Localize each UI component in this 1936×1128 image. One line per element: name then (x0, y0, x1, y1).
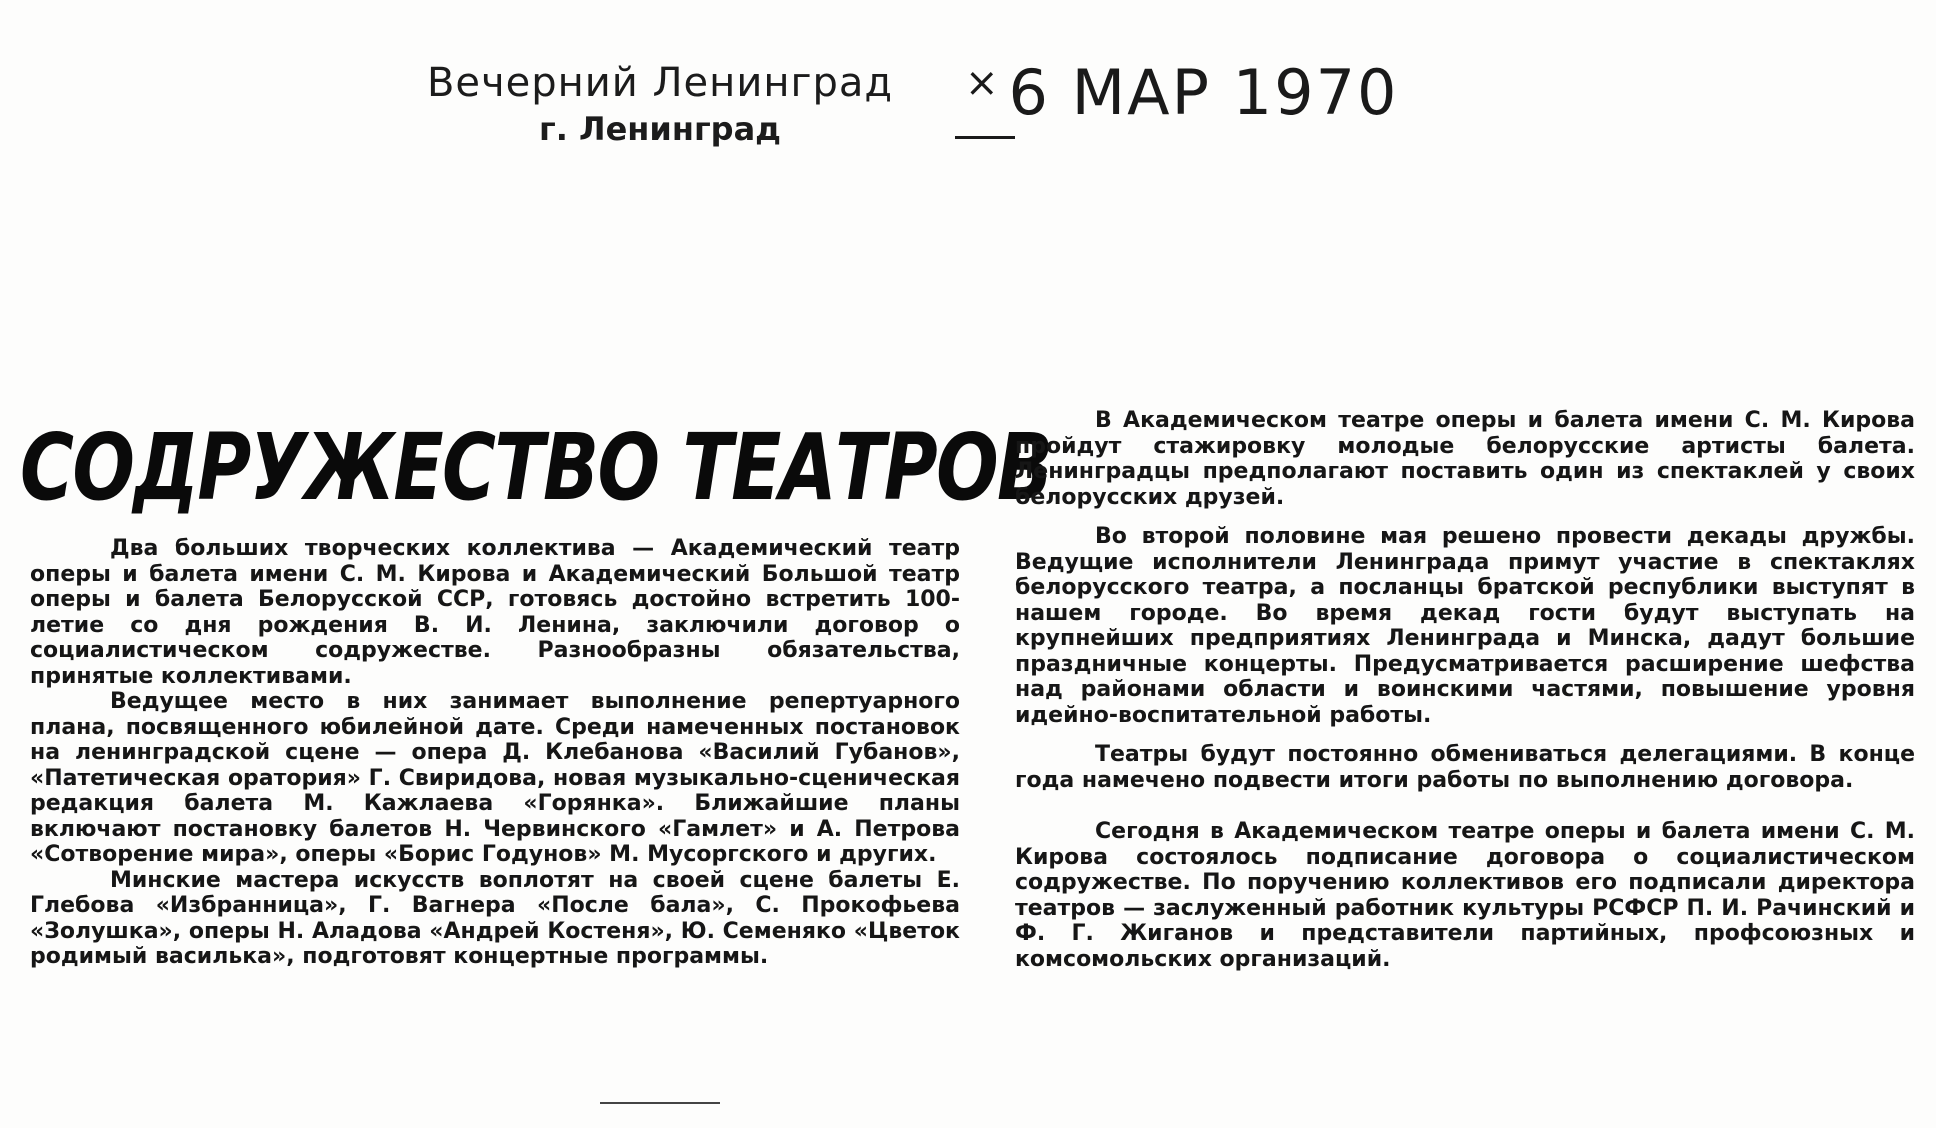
paragraph: В Академическом театре оперы и балета имени С. М. Кирова пройдут стажировку молодые белорусские артисты балета. Ленинградцы предполагают поставить один из спектаклей у своих белорусских друзей. (1015, 408, 1915, 510)
paragraph: Минские мастера искусств воплотят на своей сцене балеты Е. Глебова «Избранница», Г. Вагнера «После бала», С. Прокофьева «Золушка», оперы Н. Аладова «Андрей Костеня», Ю. Семеняко «Цветок родимый василька», подготовят концертные программы. (30, 867, 960, 969)
divider (600, 1102, 720, 1104)
article-headline: СОДРУЖЕСТВО ТЕАТРОВ (20, 414, 1052, 521)
date-underline (955, 136, 1015, 139)
article-column-left (30, 536, 960, 970)
paragraph: Два больших творческих коллектива — Академический театр оперы и балета имени С. М. Кирова и Академический Большой театр оперы и балета Белорусской ССР, готовясь достойно встретить 100-летие со дня рождения В. И. Ленина, заключили договор о социалистическом содружестве. Разнообразны обязательства, принятые коллективами. (30, 536, 960, 689)
paragraph: Сегодня в Академическом театре оперы и балета имени С. М. Кирова состоялось подписание договора о социалистическом содружестве. По поручению коллективов его подписали директора театров — заслуженный работник культуры РСФСР П. И. Рачинский и Ф. Г. Жиганов и представители партийных, профсоюзных и комсомольских организаций. (1015, 819, 1915, 972)
date-stamp-text: 6 МАР 1970 (1008, 56, 1399, 129)
article-column-right (1015, 408, 1915, 972)
paragraph: Ведущее место в них занимает выполнение репертуарного плана, посвященного юбилейной дате. Среди намеченных постановок на ленинградской сцене — опера Д. Клебанова «Василий Губанов», «Патетическая оратория» Г. Свиридова, новая музыкально-сценическая редакция балета М. Кажлаева «Горянка». Ближайшие планы включают постановку балетов Н. Червинского «Гамлет» и А. Петрова «Сотворение мира», оперы «Борис Годунов» М. Мусоргского и других. (30, 689, 960, 867)
date-mark: × (965, 60, 1001, 106)
source-city: г. Ленинград (539, 110, 781, 148)
source-newspaper-name: Вечерний Ленинград (426, 60, 894, 106)
paragraph: Во второй половине мая решено провести декады дружбы. Ведущие исполнители Ленинграда примут участие в спектаклях белорусского театра, а посланцы братской республики выступят в нашем городе. Во время декад гости будут выступать на крупнейших предприятиях Ленинграда и Минска, дадут большие праздничные концерты. Предусматривается расширение шефства над районами области и воинскими частями, повышение уровня идейно-воспитательной работы. (1015, 524, 1915, 728)
date-stamp (965, 56, 1398, 129)
paragraph: Театры будут постоянно обмениваться делегациями. В конце года намечено подвести итоги работы по выполнению договора. (1015, 742, 1915, 793)
source-stamp (380, 60, 940, 148)
